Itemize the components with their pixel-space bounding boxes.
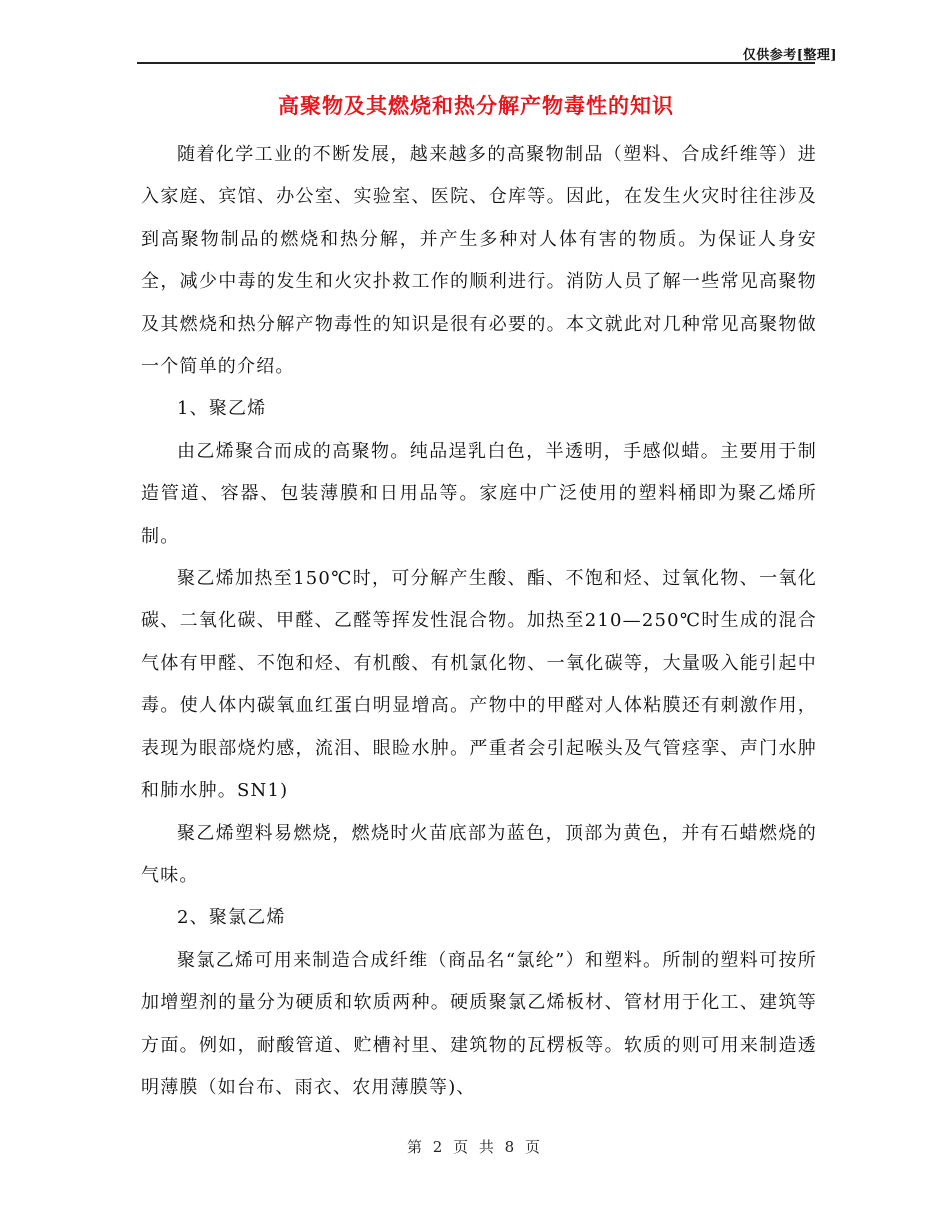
- section-heading-pvc: 2、聚氯乙烯: [177, 907, 286, 929]
- page-number: 第 2 页 共 8 页: [407, 1138, 543, 1156]
- paragraph-pvc-description: 聚氯乙烯可用来制造合成纤维（商品名“氯纶”）和塑料。所制的塑料可按所加增塑剂的量分为硬质和软质两种。硬质聚氯乙烯板材、管材用于化工、建筑等方面。例如，耐酸管道、贮槽衬里、建筑物的瓦楞板等。软质的则可用来制造透明薄膜（如台布、雨衣、农用薄膜等)、: [141, 949, 817, 1098]
- header-divider: [137, 62, 815, 64]
- document-title: 高聚物及其燃烧和热分解产物毒性的知识: [278, 93, 674, 118]
- paragraph-polyethylene-decomposition: 聚乙烯加热至150℃时，可分解产生酸、酯、不饱和烃、过氧化物、一氧化碳、二氧化碳、甲醛、乙醛等挥发性混合物。加热至210—250℃时生成的混合气体有甲醛、不饱和烃、有机酸、有机氯化物、一氧化碳等，大量吸入能引起中毒。使人体内碳氧血红蛋白明显增高。产物中的甲醛对人体粘膜还有刺激作用，表现为眼部烧灼感，流泪、眼睑水肿。严重者会引起喉头及气管痉挛、声门水肿和肺水肿。SN1): [141, 568, 817, 802]
- header-note: 仅供参考[整理]: [742, 48, 837, 63]
- document-body: [141, 134, 817, 1109]
- paragraph-polyethylene-description: 由乙烯聚合而成的高聚物。纯品逞乳白色，半透明，手感似蜡。主要用于制造管道、容器、包装薄膜和日用品等。家庭中广泛使用的塑料桶即为聚乙烯所制。: [141, 440, 817, 547]
- paragraph-intro: 随着化学工业的不断发展，越来越多的高聚物制品（塑料、合成纤维等）进入家庭、宾馆、办公室、实验室、医院、仓库等。因此，在发生火灾时往往涉及到高聚物制品的燃烧和热分解，并产生多种对人体有害的物质。为保证人身安全，减少中毒的发生和火灾扑救工作的顺利进行。消防人员了解一些常见高聚物及其燃烧和热分解产物毒性的知识是很有必要的。本文就此对几种常见高聚物做一个简单的介绍。: [141, 144, 817, 378]
- section-heading-polyethylene: 1、聚乙烯: [177, 398, 267, 420]
- paragraph-polyethylene-combustion: 聚乙烯塑料易燃烧，燃烧时火苗底部为蓝色，顶部为黄色，并有石蜡燃烧的气味。: [141, 822, 817, 886]
